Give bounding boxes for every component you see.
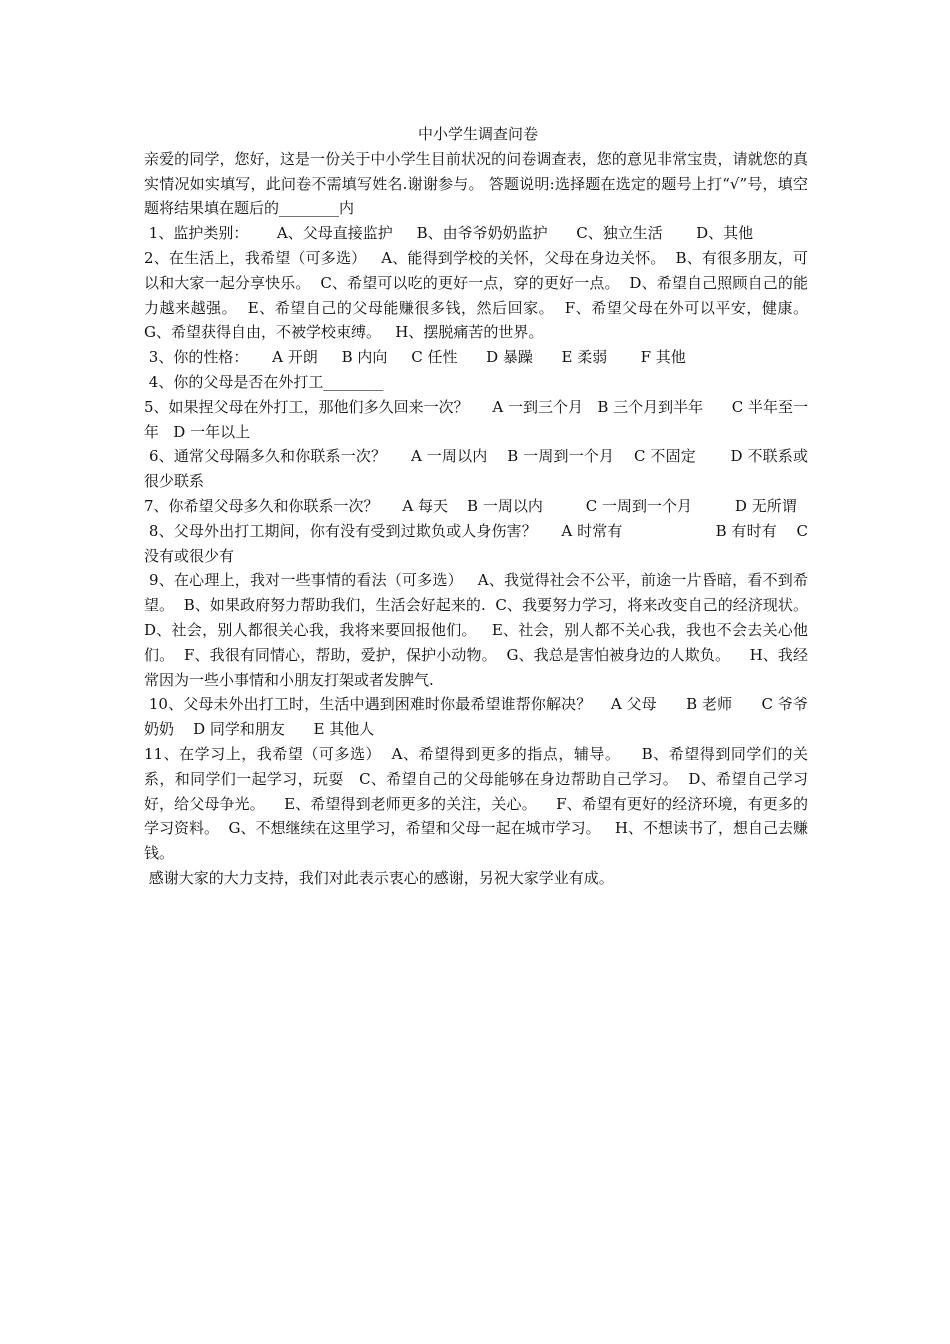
question-11: 11、在学习上，我希望（可多选） A、希望得到更多的指点，辅导。 B、希望得到同学们的关系，和同学们一起学习，玩耍 C、希望自己的父母能够在身边帮助自己学习。 D、希望自己学习好，给父母争光。 E、希望得到老师更多的关注，关心。 F、希望有更好的经济环境，有更多的学习资料。 G、不想继续在这里学习，希望和父母一起在城市学习。 H、不想读书了，想自己去赚钱。	[144, 744, 808, 863]
question-5: 5、如果捏父母在外打工，那他们多久回来一次？ A 一到三个月 B 三个月到半年 C 半年至一年 D 一年以上	[144, 397, 808, 441]
questionnaire-page	[144, 122, 823, 891]
question-10: 10、父母未外出打工时，生活中遇到困难时你最希望谁帮你解决？ A 父母 B 老师 C 爷爷奶奶 D 同学和朋友 E 其他人	[144, 695, 808, 739]
question-8: 8、父母外出打工期间，你有没有受到过欺负或人身伤害？ A 时常有 B 有时有 C 没有或很少有	[144, 521, 813, 565]
document-title: 中小学生调查问卷	[417, 125, 538, 143]
question-6: 6、通常父母隔多久和你联系一次？ A 一周以内 B 一周到一个月 C 不固定 D 不联系或很少联系	[144, 447, 808, 491]
question-4: 4、你的父母是否在外打工________	[144, 372, 384, 391]
question-7: 7、你希望父母多久和你联系一次？ A 每天 B 一周以内 C 一周到一个月 D 无所谓	[144, 496, 797, 515]
question-2: 2、在生活上，我希望（可多选） A、能得到学校的关怀，父母在身边关怀。 B、有很多朋友，可以和大家一起分享快乐。 C、希望可以吃的更好一点，穿的更好一点。 D、希望自己照顾自己的能力越来越强。 E、希望自己的父母能赚很多钱，然后回家。 F、希望父母在外可以平安，健康。 G、希望获得自由，不被学校束缚。 H、摆脱痛苦的世界。	[144, 248, 823, 342]
question-9: 9、在心理上，我对一些事情的看法（可多选） A、我觉得社会不公平，前途一片昏暗，看不到希望。 B、如果政府努力帮助我们，生活会好起来的. C、我要努力学习，将来改变自己的经济现状。 D、社会，别人都很关心我，我将来要回报他们。 E、社会，别人都不关心我，我也不会去关心他们。 F、我很有同情心，帮助，爱护，保护小动物。 G、我总是害怕被身边的人欺负。 H、我经常因为一些小事情和小朋友打架或者发脾气.	[144, 571, 818, 689]
question-3: 3、你的性格： A 开朗 B 内向 C 任性 D 暴躁 E 柔弱 F 其他	[144, 348, 686, 367]
closing-paragraph: 感谢大家的大力支持，我们对此表示衷心的感谢，另祝大家学业有成。	[144, 868, 614, 887]
intro-paragraph: 亲爱的同学，您好，这是一份关于中小学生目前状况的问卷调查表，您的意见非常宝贵，请就您的真实情况如实填写，此问卷不需填写姓名.谢谢参与。 答题说明:选择题在选定的题号上打“√”号，填空题将结果填在题后的________内	[144, 149, 808, 218]
question-1: 1、监护类别： A、父母直接监护 B、由爷爷奶奶监护 C、独立生活 D、其他	[144, 224, 754, 243]
